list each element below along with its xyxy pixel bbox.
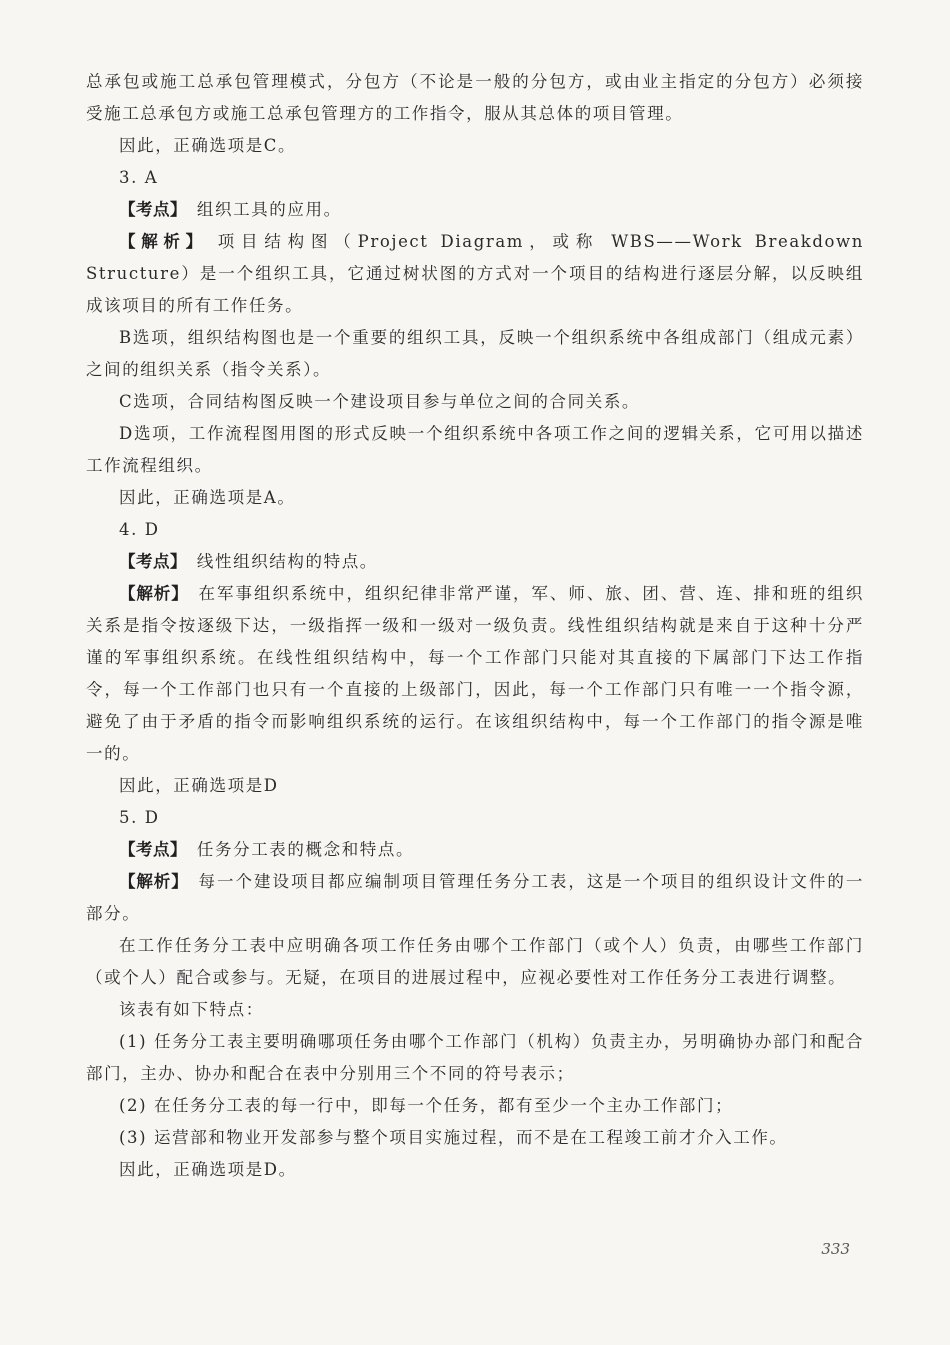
jiexi-q5 (86, 866, 864, 930)
answer-label-q4: 4. D (119, 520, 160, 539)
paragraph-continuation: 总承包或施工总承包管理模式，分包方（不论是一般的分包方，或由业主指定的分包方）必须接受施工总承包方或施工总承包管理方的工作指令，服从其总体的项目管理。 (86, 72, 864, 123)
jiexi-q3 (86, 226, 864, 322)
kaodian-tag: 【考点】 (119, 840, 187, 859)
conclusion-q4: 因此，正确选项是D (119, 776, 279, 795)
kaodian-q3 (86, 194, 864, 226)
jiexi-tag: 【解析】 (119, 872, 189, 891)
answer-label-q5: 5. D (119, 808, 160, 827)
conclusion-q5: 因此，正确选项是D。 (119, 1160, 297, 1179)
conclusion-q3: 因此，正确选项是A。 (119, 488, 296, 507)
jiexi-q4 (86, 578, 864, 770)
option-c-explanation: C选项，合同结构图反映一个建设项目参与单位之间的合同关系。 (119, 392, 641, 411)
answer-label-q3: 3. A (119, 168, 159, 187)
kaodian-tag: 【考点】 (119, 552, 187, 571)
kaodian-tag: 【考点】 (119, 200, 187, 219)
kaodian-text: 组织工具的应用。 (196, 200, 342, 219)
page-body (86, 66, 864, 1186)
features-intro: 该表有如下特点： (119, 1000, 264, 1019)
task-table-description: 在工作任务分工表中应明确各项工作任务由哪个工作部门（或个人）负责，由哪些工作部门（或个人）配合或参与。无疑，在项目的进展过程中，应视必要性对工作任务分工表进行调整。 (86, 936, 864, 987)
kaodian-q5 (86, 834, 864, 866)
conclusion-q2: 因此，正确选项是C。 (119, 136, 297, 155)
page-number: 333 (821, 1240, 850, 1258)
kaodian-q4 (86, 546, 864, 578)
option-d-explanation: D选项，工作流程图用图的形式反映一个组织系统中各项工作之间的逻辑关系，它可用以描述工作流程组织。 (86, 424, 864, 475)
jiexi-tag: 【解析】 (119, 232, 208, 251)
jiexi-tag: 【解析】 (119, 584, 189, 603)
feature-item-2: (2) 在任务分工表的每一行中，即每一个任务，都有至少一个主办工作部门； (119, 1096, 734, 1115)
jiexi-text: 项目结构图（Project Diagram，或称 WBS——Work Breakdown Structure）是一个组织工具，它通过树状图的方式对一个项目的结构进行逐层分解，以反映组成该项目的所有工作任务。 (86, 232, 865, 315)
jiexi-text: 每一个建设项目都应编制项目管理任务分工表，这是一个项目的组织设计文件的一部分。 (86, 872, 864, 923)
kaodian-text: 线性组织结构的特点。 (196, 552, 378, 571)
jiexi-text: 在军事组织系统中，组织纪律非常严谨，军、师、旅、团、营、连、排和班的组织关系是指令按逐级下达，一级指挥一级和一级对一级负责。线性组织结构就是来自于这种十分严谨的军事组织系统。在线性组织结构中，每一个工作部门只能对其直接的下属部门下达工作指令，每一个工作部门也只有一个直接的上级部门，因此，每一个工作部门只有唯一一个指令源，避免了由于矛盾的指令而影响组织系统的运行。在该组织结构中，每一个工作部门的指令源是唯一的。 (86, 584, 864, 763)
feature-item-1: (1) 任务分工表主要明确哪项任务由哪个工作部门（机构）负责主办，另明确协办部门和配合部门，主办、协办和配合在表中分别用三个不同的符号表示； (86, 1032, 864, 1083)
feature-item-3: (3) 运营部和物业开发部参与整个项目实施过程，而不是在工程竣工前才介入工作。 (119, 1128, 788, 1147)
option-b-explanation: B选项，组织结构图也是一个重要的组织工具，反映一个组织系统中各组成部门（组成元素）之间的组织关系（指令关系）。 (86, 328, 864, 379)
kaodian-text: 任务分工表的概念和特点。 (196, 840, 415, 859)
